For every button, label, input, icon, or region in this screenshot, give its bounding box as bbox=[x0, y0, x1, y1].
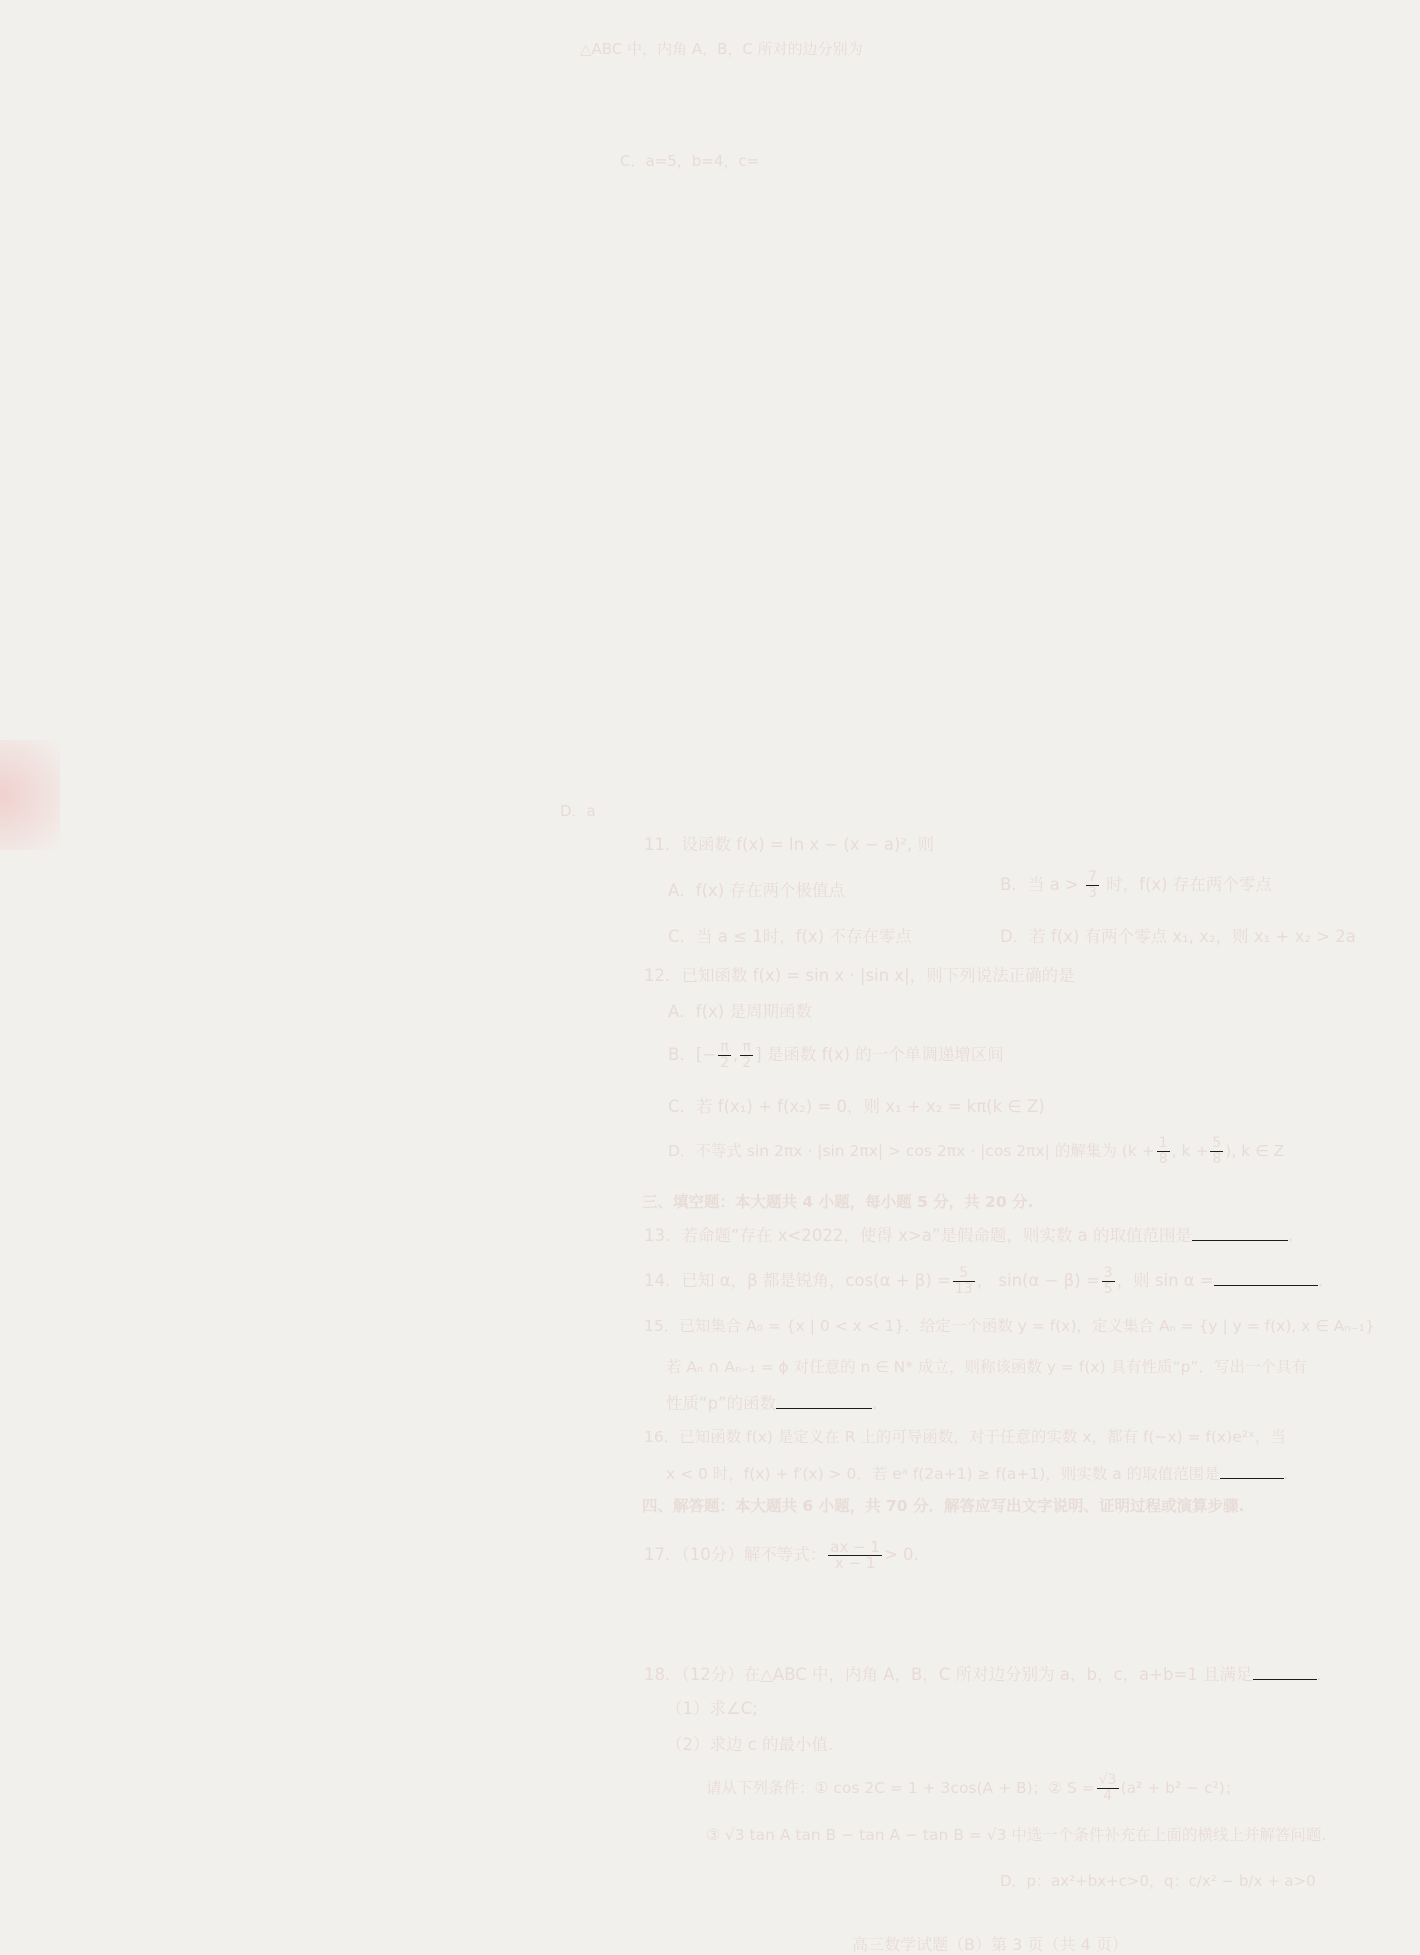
bleed-through-text: C．a=5，b=4，c= bbox=[620, 152, 760, 170]
q18-part2: （2）求边 c 的最小值. bbox=[666, 1735, 834, 1754]
q14-text: 14．已知 α，β 都是锐角，cos(α + β) = $\frac{5}{13}$ ， sin(α − β) = $\frac{3}{5}$ ，则 sin α = . bbox=[644, 1265, 1323, 1297]
answer-blank bbox=[1253, 1663, 1317, 1680]
fraction: $\frac{7}{3}$ bbox=[1088, 869, 1097, 901]
q12-option-c: C．若 f(x₁) + f(x₂) = 0，则 x₁ + x₂ = kπ(k ∈ Z) bbox=[668, 1097, 1045, 1116]
answer-blank bbox=[1220, 1462, 1284, 1479]
fraction: $\frac{√3}{4}$ bbox=[1098, 1772, 1117, 1804]
red-stain-mark bbox=[0, 740, 60, 850]
answer-blank bbox=[776, 1392, 872, 1409]
q11-option-a: A．f(x) 存在两个极值点 bbox=[668, 881, 845, 900]
q12-stem: 12．已知函数 f(x) = sin x · |sin x|，则下列说法正确的是 bbox=[644, 966, 1075, 985]
fraction: $\frac{5}{8}$ bbox=[1212, 1135, 1222, 1167]
q18-conditions: 请从下列条件：① cos 2C = 1 + 3cos(A + B)；② S = $\frac{√3}{4}$ (a² + b² − c²)； bbox=[706, 1772, 1241, 1804]
q15-line1: 15．已知集合 A₀ = {x | 0 < x < 1}．给定一个函数 y = f(x)，定义集合 Aₙ = {y | y = f(x), x ∈ Aₙ₋₁} bbox=[644, 1317, 1375, 1335]
page-footer: 高三数学试题（B）第 3 页（共 4 页） bbox=[852, 1935, 1128, 1954]
answer-blank bbox=[1214, 1269, 1318, 1286]
q11-stem: 11．设函数 f(x) = ln x − (x − a)², 则 bbox=[644, 835, 935, 854]
fraction: $\frac{\pi}{2}$ bbox=[720, 1039, 730, 1071]
fraction: $\frac{ax - 1}{x - 1}$ bbox=[830, 1538, 880, 1572]
fraction: $\frac{5}{13}$ bbox=[954, 1265, 973, 1297]
q17-text: 17．（10分）解不等式： $\frac{ax - 1}{x - 1}$ > 0. bbox=[644, 1538, 919, 1572]
bleed-through-text: D．a D．p：ax²+bx+c>0，q：c/x² − b/x + a>0 11．设函数 f(x) = ln x − (x − a)², 则 A．f(x) 存在两个极值点 B．当 a > $\frac{7}{3}$ 时，f(x) 存在两个零点 C．当 a ≤ 1时，f(x) 不存在零点 D．若 f(x) 有两个零点 x₁, x₂，则 x₁ + x₂ > 2a 12．已知函数 f(x) = sin x · |sin x|，则下列说法正确的是 A．f(x) 是周期函数 B．[− $\frac{\pi}{2}$ , $\frac{\pi}{2}$ ] 是函数 f(x) 的一个单调递增区间 C．若 f(x₁) + f(x₂) = 0，则 x₁ + x₂ = kπ(k ∈ Z) D．不等式 sin 2πx · |sin 2πx| > cos 2πx · |cos 2πx| 的解集为 (k + $\frac{1}{8}$ , k + $\frac{5}{8}$ ), k ∈ Z 三、填空题：本大题共 4 小题，每小题 5 分，共 20 分. 13．若命题“存在 x<2022，使得 x>a”是假命题，则实数 a 的取值范围是 . 14．已知 α，β 都是锐角，cos(α + β) = $\frac{5}{13}$ ， sin(α − β) = $\frac{3}{5}$ ，则 sin α = . 15．已知集合 A₀ = {x | 0 < x < 1}．给定一个函数 y = f(x)，定义集合 Aₙ = {y | y = f(x), x ∈ Aₙ₋₁} 若 Aₙ ∩ Aₙ₋₁ = ϕ 对任意的 n ∈ N* 成立，则称该函数 y = f(x) 具有性质“p”．写出一个具有 性质“p”的函数 . 16．已知函数 f(x) 是定义在 R 上的可导函数，对于任意的实数 x，都有 f(−x) = f(x)e²ˣ，当 x < 0 时，f(x) + f′(x) > 0．若 eᵃ f(2a+1) ≥ f(a+1)，则实数 a 的取值范围是 . 四、解答题：本大题共 6 小题，共 70 分．解答应写出文字说明、证明过程或演算步骤. 17．（10分）解不等式： $\frac{ax - 1}{x - 1}$ > 0. 18．（12分）在△ABC 中，内角 A，B，C 所对边分别为 a，b，c，a+b=1 且满足 . （1）求∠C; （2）求边 c 的最小值. 请从下列条件：① cos 2C = 1 + 3cos(A + B)；② S = $\frac{√3}{4}$ (a² + b² − c²)； ③ √3 tan A tan B − tan A − tan B = √3 中选一个条件补充在上面的横线上并解答问题. 高三数学试题（B）第 3 页（共 4 页） bbox=[560, 800, 596, 821]
bleed-through-text: D．p：ax²+bx+c>0，q：c/x² − b/x + a>0 bbox=[1000, 1872, 1316, 1890]
q12-option-a: A．f(x) 是周期函数 bbox=[668, 1002, 812, 1021]
fraction: $\frac{1}{8}$ bbox=[1158, 1135, 1168, 1167]
q15-line2: 若 Aₙ ∩ Aₙ₋₁ = ϕ 对任意的 n ∈ N* 成立，则称该函数 y = f(x) 具有性质“p”．写出一个具有 bbox=[666, 1358, 1307, 1376]
q16-line2: x < 0 时，f(x) + f′(x) > 0．若 eᵃ f(2a+1) ≥ f(a+1)，则实数 a 的取值范围是 . bbox=[666, 1462, 1289, 1485]
answer-blank bbox=[1192, 1224, 1288, 1241]
bleed-through-text: △ABC 中，内角 A，B，C 所对的边分别为 bbox=[580, 40, 863, 58]
q13-text: 13．若命题“存在 x<2022，使得 x>a”是假命题，则实数 a 的取值范围是 . bbox=[644, 1226, 1294, 1245]
q11-option-d: D．若 f(x) 有两个零点 x₁, x₂，则 x₁ + x₂ > 2a bbox=[1000, 927, 1356, 946]
q15-line3: 性质“p”的函数 . bbox=[666, 1394, 878, 1413]
fraction: $\frac{\pi}{2}$ bbox=[742, 1039, 752, 1071]
q12-option-b: B．[− $\frac{\pi}{2}$ , $\frac{\pi}{2}$ ] 是函数 f(x) 的一个单调递增区间 bbox=[668, 1039, 1004, 1071]
section-heading-solve: 四、解答题：本大题共 6 小题，共 70 分．解答应写出文字说明、证明过程或演算步骤. bbox=[642, 1497, 1245, 1515]
q18-part1: （1）求∠C; bbox=[666, 1699, 758, 1718]
q16-line1: 16．已知函数 f(x) 是定义在 R 上的可导函数，对于任意的实数 x，都有 f(−x) = f(x)e²ˣ，当 bbox=[644, 1428, 1286, 1446]
fraction: $\frac{3}{5}$ bbox=[1103, 1265, 1113, 1297]
q12-option-d: D．不等式 sin 2πx · |sin 2πx| > cos 2πx · |cos 2πx| 的解集为 (k + $\frac{1}{8}$ , k + $\frac{5}{8}$ ), k ∈ Z bbox=[668, 1135, 1285, 1167]
q11-option-c: C．当 a ≤ 1时，f(x) 不存在零点 bbox=[668, 927, 912, 946]
section-heading-fill-blank: 三、填空题：本大题共 4 小题，每小题 5 分，共 20 分. bbox=[642, 1193, 1034, 1211]
q18-line1: 18．（12分）在△ABC 中，内角 A，B，C 所对边分别为 a，b，c，a+b=1 且满足 . bbox=[644, 1665, 1322, 1684]
q11-option-b: B．当 a > $\frac{7}{3}$ 时，f(x) 存在两个零点 bbox=[1000, 869, 1272, 901]
q18-condition-3: ③ √3 tan A tan B − tan A − tan B = √3 中选一个条件补充在上面的横线上并解答问题. bbox=[706, 1826, 1327, 1844]
